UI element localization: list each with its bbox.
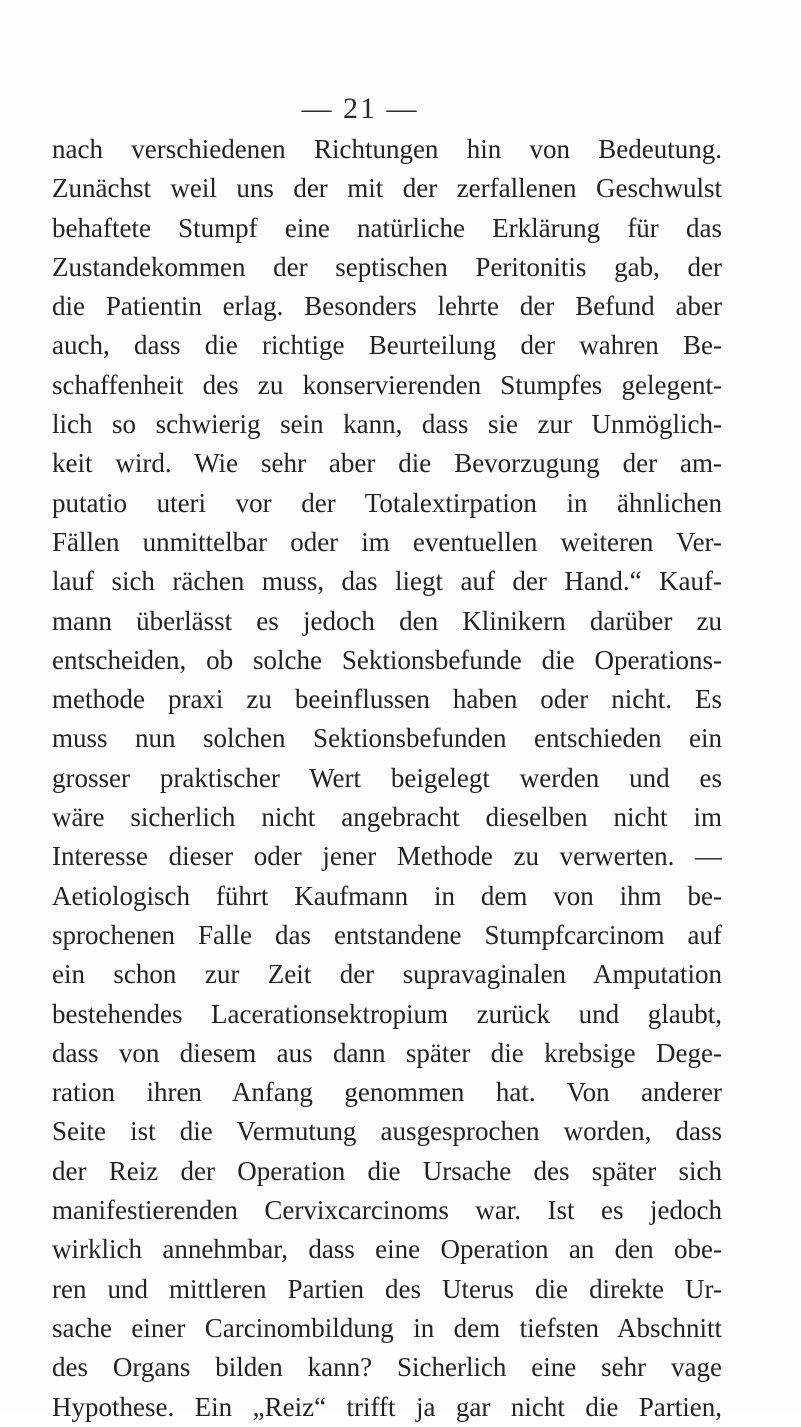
text-line: entscheiden, ob solche Sektionsbefunde die Operations- [52,644,722,675]
text-line: Zunächst weil uns der mit der zerfallenen Geschwulst [52,173,722,204]
text-line: Fällen unmittelbar oder im eventuellen weiteren Ver- [52,526,722,557]
text-line: mann überlässt es jedoch den Klinikern darüber zu [52,605,722,636]
text-line: ren und mittleren Partien des Uterus die direkte Ur- [52,1273,722,1304]
text-line: methode praxi zu beeinflussen haben oder nicht. Es [52,684,722,715]
text-line: grosser praktischer Wert beigelegt werden und es [52,762,722,793]
text-line: keit wird. Wie sehr aber die Bevorzugung der am- [52,448,722,479]
text-line: manifestierenden Cervixcarcinoms war. Ist es jedoch [52,1195,722,1226]
text-line: des Organs bilden kann? Sicherlich eine sehr vage [52,1352,722,1383]
text-line: auch, dass die richtige Beurteilung der wahren Be- [52,330,722,361]
text-line: wäre sicherlich nicht angebracht dieselben nicht im [52,802,722,833]
text-line: muss nun solchen Sektionsbefunden entschieden ein [52,723,722,754]
page-number: — 21 — [301,92,419,125]
text-line: sprochenen Falle das entstandene Stumpfcarcinom auf [52,919,722,950]
text-line: sache einer Carcinombildung in dem tiefsten Abschnitt [52,1312,722,1343]
text-line: nach verschiedenen Richtungen hin von Bedeutung. [52,134,722,164]
text-line: lich so schwierig sein kann, dass sie zur Unmöglich- [52,409,722,440]
text-line: Aetiologisch führt Kaufmann in dem von ihm be- [52,880,722,911]
text-line: der Reiz der Operation die Ursache des später sich [52,1155,722,1186]
text-line: lauf sich rächen muss, das liegt auf der Hand.“ Kauf- [52,566,722,597]
text-line: putatio uteri vor der Totalextirpation in ähnlichen [52,487,722,518]
text-line: ration ihren Anfang genommen hat. Von anderer [52,1077,722,1108]
text-line: Zustandekommen der septischen Peritonitis gab, der [52,251,722,282]
text-line: Seite ist die Vermutung ausgesprochen worden, dass [52,1116,722,1147]
text-line: bestehendes Lacerationsektropium zurück und glaubt, [52,998,722,1029]
text-line: behaftete Stumpf eine natürliche Erklärung für das [52,212,722,243]
body-text [52,130,722,1427]
text-line: die Patientin erlag. Besonders lehrte der Befund aber [52,291,722,322]
text-line: dass von diesem aus dann später die krebsige Dege- [52,1037,722,1068]
text-line: wirklich annehmbar, dass eine Operation an den obe- [52,1234,722,1265]
text-line: ein schon zur Zeit der supravaginalen Amputation [52,959,722,990]
text-line: Interesse dieser oder jener Methode zu verwerten. — [52,841,722,872]
text-line: Hypothese. Ein „Reiz“ trifft ja gar nicht die Partien, [52,1391,722,1422]
text-line: schaffenheit des zu konservierenden Stumpfes gelegent- [52,369,722,400]
